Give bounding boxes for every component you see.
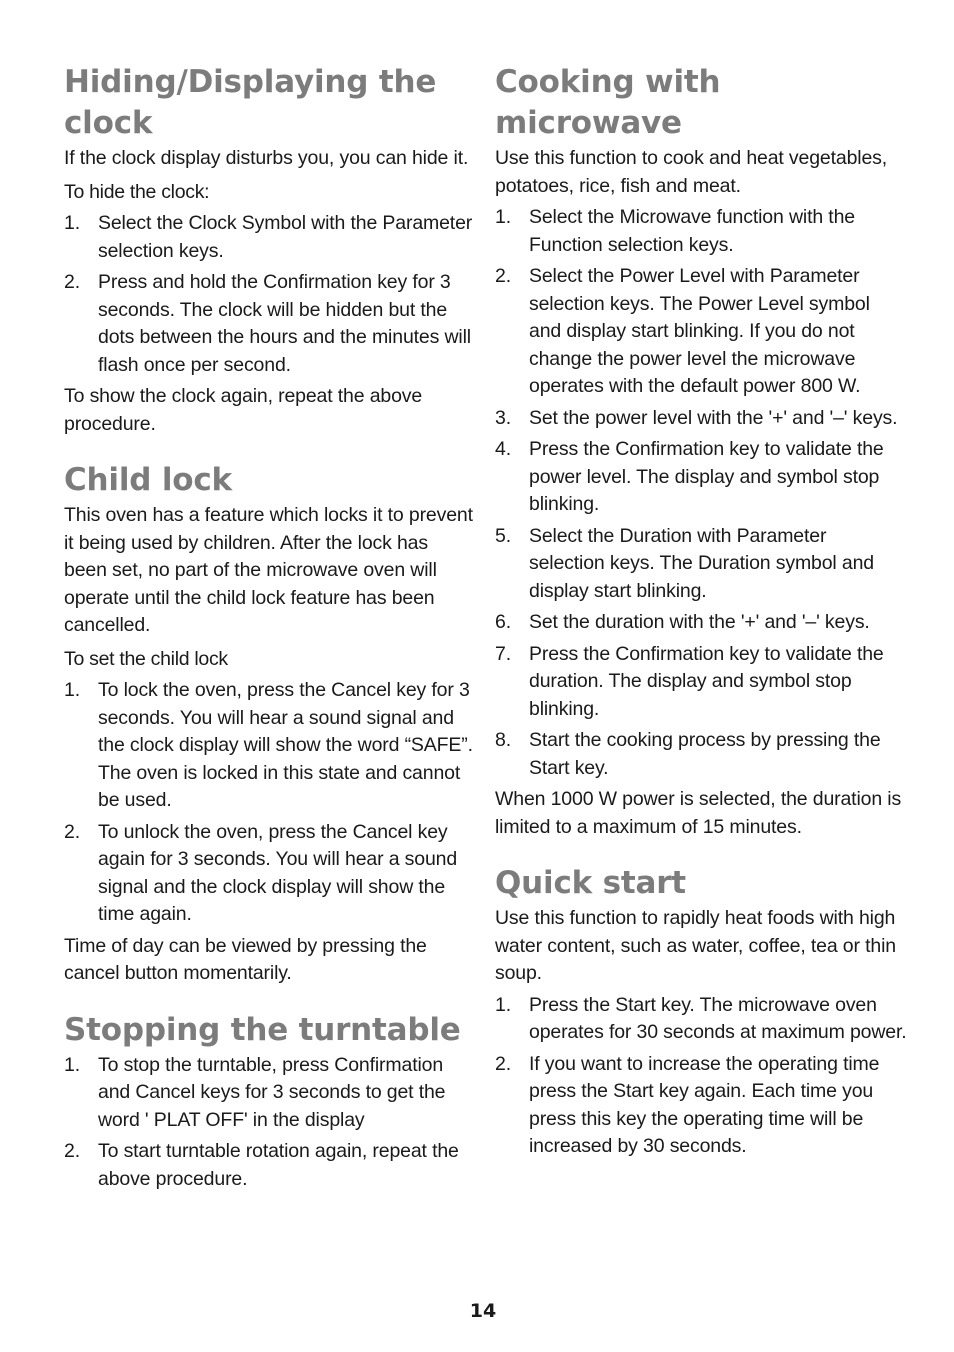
step-number: 7. bbox=[495, 642, 511, 665]
step-number: 2. bbox=[64, 820, 80, 843]
step-text: If you want to increase the operating time press the Start key again. Each time you press this key the operating time will be increased by 30 seconds. bbox=[529, 1052, 880, 1157]
step-number: 1. bbox=[64, 679, 80, 701]
step-number: 2. bbox=[64, 1140, 80, 1162]
step-text: Select the Duration with Parameter selection keys. The Duration symbol and display start blinking. bbox=[529, 524, 874, 602]
step-number: 2. bbox=[64, 271, 80, 293]
steps-list bbox=[495, 992, 907, 1161]
step-text: To unlock the oven, press the Cancel key again for 3 seconds. You will hear a sound signal and the clock display will show the time again. bbox=[98, 820, 458, 925]
steps-list bbox=[64, 210, 474, 379]
step-number: 2. bbox=[495, 1052, 511, 1075]
steps-list bbox=[495, 204, 907, 782]
section-title: Child lock bbox=[64, 462, 232, 498]
list-item bbox=[495, 523, 907, 606]
step-text: To stop the turntable, press Confirmation and Cancel keys for 3 seconds to get the word ' PLAT OFF' in the display bbox=[98, 1053, 446, 1131]
list-item bbox=[495, 1051, 907, 1161]
step-text: Select the Microwave function with the Function selection keys. bbox=[529, 206, 855, 256]
section-intro: This oven has a feature which locks it to prevent it being used by children. After the lock has been set, no part of the microwave oven will operate until the child lock feature has been cancelled. bbox=[64, 504, 473, 636]
list-item bbox=[495, 263, 907, 401]
list-item bbox=[495, 204, 907, 259]
step-text: To lock the oven, press the Cancel key for 3 seconds. You will hear a sound signal and the clock display will show the word “SAFE”. The oven is locked in this state and cannot be used. bbox=[98, 679, 473, 811]
subheading: To set the child lock bbox=[64, 647, 228, 670]
section-title: Stopping the turntable bbox=[64, 1011, 461, 1048]
step-text: Select the Power Level with Parameter selection keys. The Power Level symbol and display start blinking. If you do not change the power level the microwave operates with the default power 800 W. bbox=[529, 265, 870, 397]
list-item bbox=[495, 641, 907, 724]
step-number: 1. bbox=[495, 993, 511, 1016]
section-intro: Use this function to rapidly heat foods with high water content, such as water, coffee, tea or thin soup. bbox=[495, 907, 896, 984]
section-hiding-clock bbox=[64, 62, 474, 438]
steps-list bbox=[64, 677, 474, 929]
section-outro: When 1000 W power is selected, the duration is limited to a maximum of 15 minutes. bbox=[495, 788, 902, 838]
page-number: 14 bbox=[469, 1300, 497, 1322]
left-column bbox=[64, 62, 474, 1197]
step-number: 3. bbox=[495, 406, 511, 429]
section-intro: Use this function to cook and heat vegetables, potatoes, rice, fish and meat. bbox=[495, 147, 888, 197]
list-item bbox=[64, 1052, 474, 1135]
section-title: Quick start bbox=[495, 865, 686, 901]
right-column bbox=[495, 62, 907, 1165]
list-item bbox=[495, 436, 907, 519]
section-cooking-microwave bbox=[495, 62, 907, 841]
step-text: Select the Clock Symbol with the Parameter selection keys. bbox=[98, 212, 473, 262]
section-quick-start bbox=[495, 863, 907, 1161]
section-outro: To show the clock again, repeat the above procedure. bbox=[64, 385, 423, 435]
list-item bbox=[64, 819, 474, 929]
section-title: Cooking with microwave bbox=[495, 64, 721, 141]
list-item bbox=[64, 1138, 474, 1193]
section-child-lock bbox=[64, 460, 474, 988]
list-item bbox=[64, 269, 474, 379]
step-text: To start turntable rotation again, repeat the above procedure. bbox=[98, 1140, 459, 1190]
list-item bbox=[64, 677, 474, 815]
step-number: 2. bbox=[495, 265, 511, 287]
step-text: Start the cooking process by pressing the Start key. bbox=[529, 729, 881, 779]
step-number: 8. bbox=[495, 729, 511, 751]
list-item bbox=[64, 210, 474, 265]
step-number: 6. bbox=[495, 611, 511, 633]
step-number: 1. bbox=[64, 1053, 80, 1076]
subheading: To hide the clock: bbox=[64, 180, 210, 203]
step-text: Press the Confirmation key to validate the duration. The display and symbol stop blinking. bbox=[529, 642, 884, 720]
step-text: Press the Confirmation key to validate the power level. The display and symbol stop blinking. bbox=[529, 438, 884, 515]
section-outro: Time of day can be viewed by pressing the cancel button momentarily. bbox=[64, 934, 427, 984]
steps-list bbox=[64, 1052, 474, 1194]
list-item bbox=[495, 405, 907, 433]
step-number: 5. bbox=[495, 524, 511, 547]
step-text: Set the power level with the '+' and '–' keys. bbox=[529, 406, 898, 429]
section-intro: If the clock display disturbs you, you can hide it. bbox=[64, 147, 469, 169]
section-stopping-turntable bbox=[64, 1010, 474, 1194]
list-item bbox=[495, 609, 907, 637]
step-text: Press and hold the Confirmation key for 3 seconds. The clock will be hidden but the dots between the hours and the minutes will flash once per second. bbox=[98, 271, 471, 376]
step-number: 1. bbox=[495, 206, 511, 228]
step-text: Set the duration with the '+' and '–' keys. bbox=[529, 611, 870, 633]
step-text: Press the Start key. The microwave oven operates for 30 seconds at maximum power. bbox=[529, 993, 907, 1043]
list-item bbox=[495, 992, 907, 1047]
step-number: 4. bbox=[495, 438, 511, 460]
list-item bbox=[495, 727, 907, 782]
step-number: 1. bbox=[64, 212, 80, 234]
section-title: Hiding/Displaying the clock bbox=[64, 64, 437, 141]
